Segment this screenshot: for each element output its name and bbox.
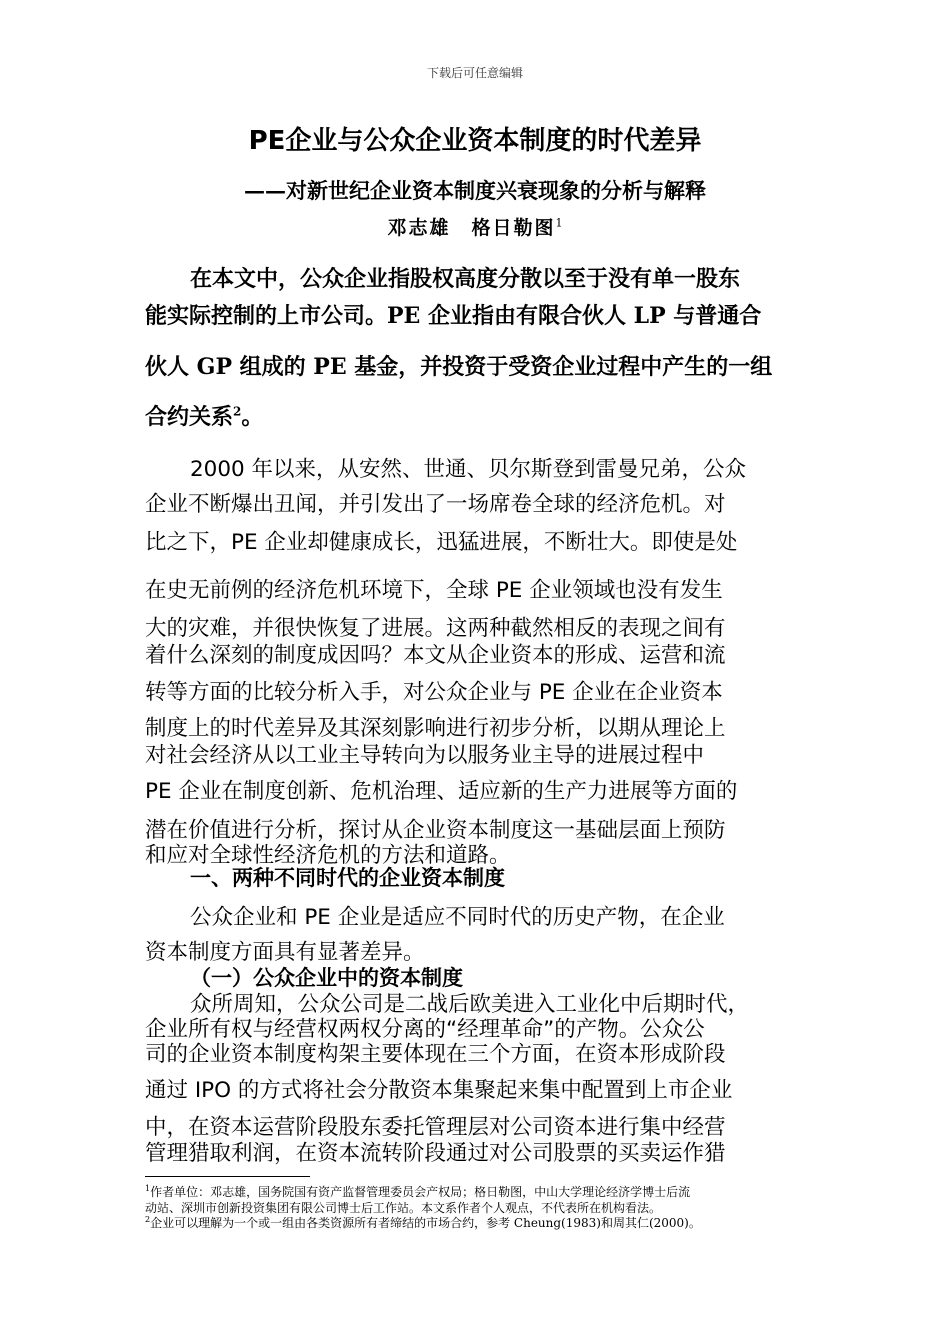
header-note: 下载后可任意编辑 — [426, 66, 523, 80]
footnote-mark: 2 — [145, 1215, 151, 1224]
section-heading: 一、两种不同时代的企业资本制度 — [190, 866, 505, 890]
para1-line: 企业不断爆出丑闻，并引发出了一场席卷全球的经济危机。对 — [145, 492, 726, 517]
footnote-1 — [145, 1183, 690, 1200]
para3-line: 司的企业资本制度构架主要体现在三个方面，在资本形成阶段 — [145, 1042, 726, 1067]
subsection-heading: （一）公众企业中的资本制度 — [190, 966, 463, 990]
para1-line: 转等方面的比较分析入手，对公众企业与 PE 企业在企业资本 — [145, 680, 723, 705]
footnote-text: 企业可以理解为一个或一组由各类资源所有者缔结的市场合约，参考 Cheung(1983)和周其仁(2000)。 — [150, 1216, 701, 1230]
intro-line-end: 。 — [241, 404, 264, 430]
para3-line: 中，在资本运营阶段股东委托管理层对公司资本进行集中经营 — [145, 1115, 726, 1140]
para1-line: 着什么深刻的制度成因吗？本文从企业资本的形成、运营和流 — [145, 643, 726, 668]
para1-line: 和应对全球性经济危机的方法和道路。 — [145, 843, 511, 868]
intro-line: 在本文中，公众企业指股权高度分散以至于没有单一股东 — [190, 266, 741, 292]
footnote-separator — [145, 1176, 310, 1177]
para2-line: 资本制度方面具有显著差异。 — [145, 940, 425, 965]
para1-line: 潜在价值进行分析，探讨从企业资本制度这一基础层面上预防 — [145, 818, 726, 843]
para1-line: 在史无前例的经济危机环境下，全球 PE 企业领域也没有发生 — [145, 578, 723, 603]
para3-line: 管理猎取利润，在资本流转阶段通过对公司股票的买卖运作猎 — [145, 1141, 726, 1166]
para1-line: 比之下，PE 企业却健康成长，迅猛进展，不断壮大。即使是处 — [145, 530, 738, 555]
intro-line: 能实际控制的上市公司。PE 企业指由有限合伙人 LP 与普通合 — [145, 303, 762, 329]
para2-line: 公众企业和 PE 企业是适应不同时代的历史产物，在企业 — [190, 905, 725, 930]
intro-footnote-mark: 2 — [233, 404, 242, 419]
authors — [0, 213, 950, 240]
intro-line: 合约关系 — [145, 404, 234, 430]
footnote-1-cont: 动站、深圳市创新投资集团有限公司博士后工作站。本文系作者个人观点，不代表所在机构看法。 — [145, 1201, 662, 1215]
para3-line: 企业所有权与经营权两权分离的“经理革命”的产物。公众公 — [145, 1017, 705, 1042]
intro-line-last — [145, 400, 263, 431]
para1-line: 制度上的时代差异及其深刻影响进行初步分析，以期从理论上 — [145, 716, 726, 741]
para1-line: 大的灾难，并很快恢复了进展。这两种截然相反的表现之间有 — [145, 616, 726, 641]
para3-line: 通过 IPO 的方式将社会分散资本集聚起来集中配置到上市企业 — [145, 1078, 733, 1103]
authors-footnote-mark: 1 — [555, 216, 563, 230]
page-subtitle: ——对新世纪企业资本制度兴衰现象的分析与解释 — [244, 178, 706, 203]
footnote-mark: 1 — [145, 1184, 151, 1193]
footnote-2 — [145, 1214, 701, 1231]
footnote-text: 作者单位：邓志雄，国务院国有资产监督管理委员会产权局；格日勒图，中山大学理论经济学博士后流 — [150, 1185, 691, 1199]
para1-line: 2000 年以来，从安然、世通、贝尔斯登到雷曼兄弟，公众 — [190, 457, 747, 482]
para3-line: 众所周知，公众公司是二战后欧美进入工业化中后期时代， — [190, 992, 750, 1017]
para1-line: 对社会经济从以工业主导转向为以服务业主导的进展过程中 — [145, 743, 705, 768]
page-title: PE企业与公众企业资本制度的时代差异 — [248, 126, 702, 156]
authors-names: 邓志雄 格日勒图 — [387, 217, 556, 239]
intro-line: 伙人 GP 组成的 PE 基金，并投资于受资企业过程中产生的一组 — [145, 354, 773, 380]
para1-line: PE 企业在制度创新、危机治理、适应新的生产力进展等方面的 — [145, 779, 738, 804]
